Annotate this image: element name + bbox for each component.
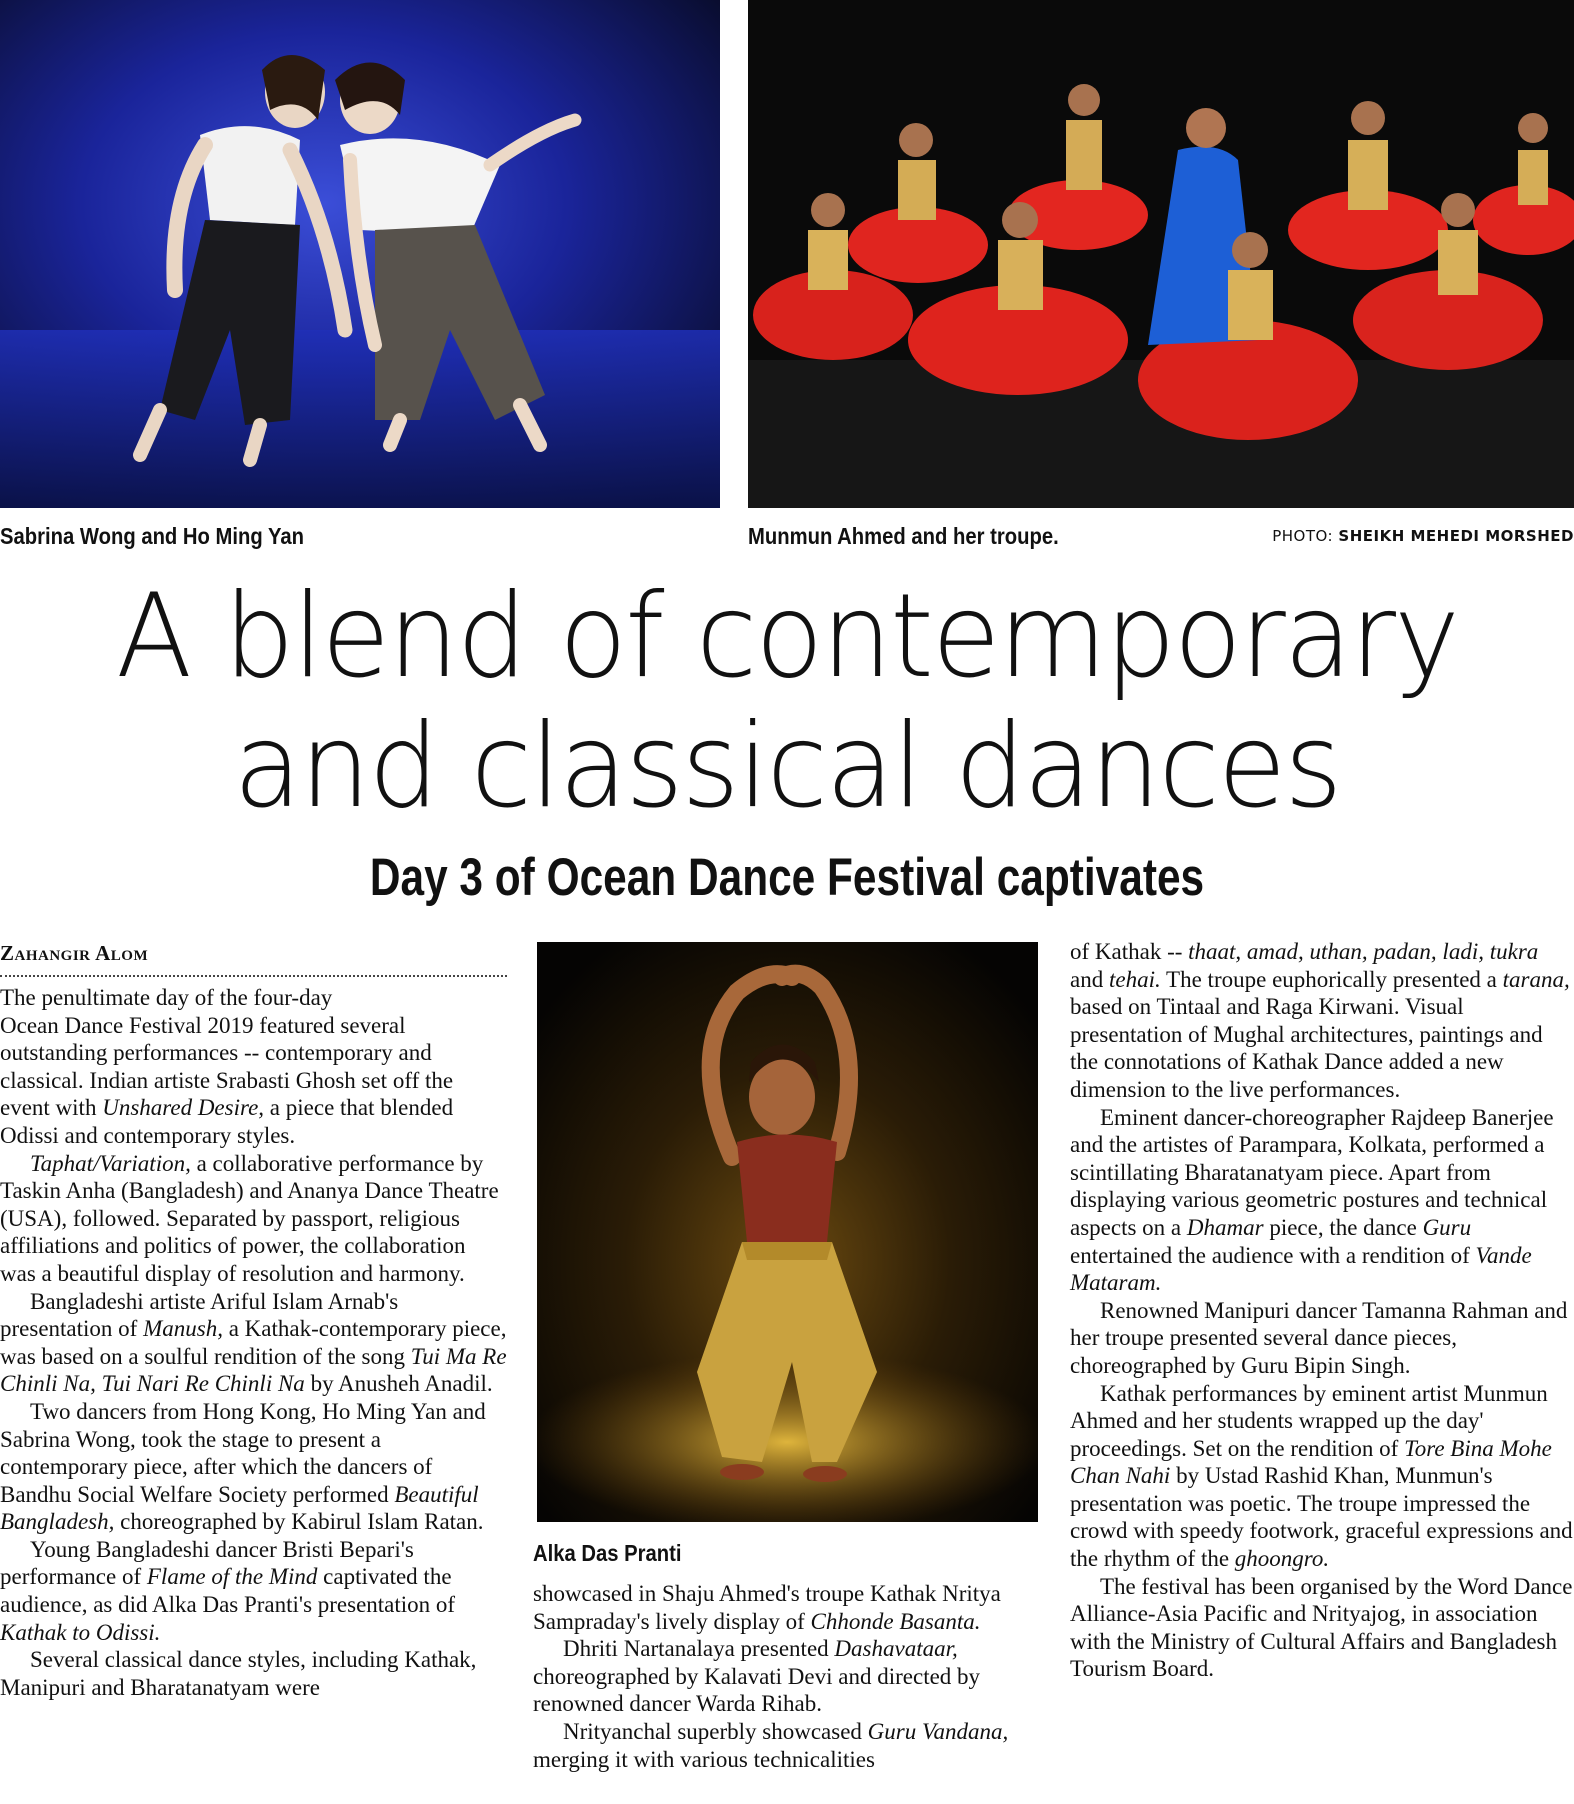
paragraph: The festival has been organised by the Word Dance Alliance-Asia Pacific and Nrityajog, in association with the Ministry of Cultural Affairs and Bangladesh Tourism Board. [1070, 1573, 1573, 1682]
photo-credit [1272, 527, 1574, 545]
paragraph: Taphat/Variation, a collaborative performance by Taskin Anha (Bangladesh) and Ananya Dance Theatre (USA), followed. Separated by passport, religious affiliations and politics of power, the collaboration was a beautiful display of resolution and harmony. [0, 1150, 499, 1286]
paragraph: Young Bangladeshi dancer Bristi Bepari's performance of Flame of the Mind captivated the audience, as did Alka Das Pranti's presentation of Kathak to Odissi. [0, 1536, 456, 1645]
article-column-3 [1070, 938, 1574, 1683]
photo-credit-label: PHOTO: [1272, 527, 1334, 545]
paragraph: Kathak performances by eminent artist Munmun Ahmed and her students wrapped up the day' proceedings. Set on the rendition of Tore Bina Mohe Chan Nahi by Ustad Rashid Khan, Munmun's presentation was poetic. The troupe impressed the crowd with speedy footwork, graceful expressions and the rhythm of the ghoongro. [1070, 1380, 1573, 1572]
headline [31, 569, 1542, 834]
paragraph: showcased in Shaju Ahmed's troupe Kathak Nritya Sampraday's lively display of Chhonde Basanta. [533, 1581, 1001, 1634]
article-column-1 [0, 984, 507, 1701]
subheadline: Day 3 of Ocean Dance Festival captivates [369, 848, 1205, 907]
caption-left-photo: Sabrina Wong and Ho Ming Yan [0, 523, 304, 549]
headline-line-2: and classical dances [233, 699, 1341, 834]
caption-center-photo: Alka Das Pranti [533, 1540, 682, 1566]
photo-credit-name: SHEIKH MEHEDI MORSHED [1338, 527, 1574, 545]
paragraph: Bangladeshi artiste Ariful Islam Arnab's presentation of Manush, a Kathak-contemporary piece, was based on a soulful rendition of the song Tui Ma Re Chinli Na, Tui Nari Re Chinli Na by Anusheh Anadil. [0, 1288, 507, 1397]
paragraph: Two dancers from Hong Kong, Ho Ming Yan and Sabrina Wong, took the stage to present a contemporary piece, after which the dancers of Bandhu Social Welfare Society performed Beautiful Bangladesh, choreographed by Kabirul Islam Ratan. [0, 1398, 486, 1535]
paragraph: of Kathak -- thaat, amad, uthan, padan, ladi, tukra and tehai. The troupe euphorically presented a tarana, based on Tintaal and Raga Kirwani. Visual presentation of Mughal architectures, paintings and the connotations of Kathak Dance added a new dimension to the live performances. [1070, 939, 1570, 1102]
paragraph: Renowned Manipuri dancer Tamanna Rahman and her troupe presented several dance pieces, choreographed by Guru Bipin Singh. [1070, 1297, 1568, 1378]
paragraph: Nrityanchal superbly showcased Guru Vandana, merging it with various technicalities [533, 1718, 1009, 1772]
paragraph: Dhriti Nartanalaya presented Dashavataar, choreographed by Kalavati Devi and directed by renowned dancer Warda Rihab. [533, 1636, 981, 1717]
byline-divider [0, 975, 507, 977]
paragraph: Eminent dancer-choreographer Rajdeep Banerjee and the artistes of Parampara, Kolkata, performed a scintillating Bharatanatyam piece. Apart from displaying various geometric postures and technical aspects on a Dhamar piece, the dance Guru entertained the audience with a rendition of Vande Mataram. [1070, 1104, 1554, 1296]
paragraph: The penultimate day of the four-day Ocean Dance Festival 2019 featured several outstanding performances -- contemporary and classical. Indian artiste Srabasti Ghosh set off the event with Unshared Desire, a piece that blended Odissi and contemporary styles. [0, 985, 454, 1148]
headline-line-1: A blend of contemporary [115, 569, 1459, 704]
caption-right-photo: Munmun Ahmed and her troupe. [748, 523, 1059, 549]
photo-odissi-dancer [537, 942, 1038, 1522]
photo-kathak-troupe [748, 0, 1574, 508]
article-column-2 [533, 1580, 1043, 1773]
photo-contemporary-dancers [0, 0, 720, 508]
paragraph: Several classical dance styles, including Kathak, Manipuri and Bharatanatyam were [0, 1647, 477, 1700]
byline: Zahangir Alom [0, 941, 149, 965]
